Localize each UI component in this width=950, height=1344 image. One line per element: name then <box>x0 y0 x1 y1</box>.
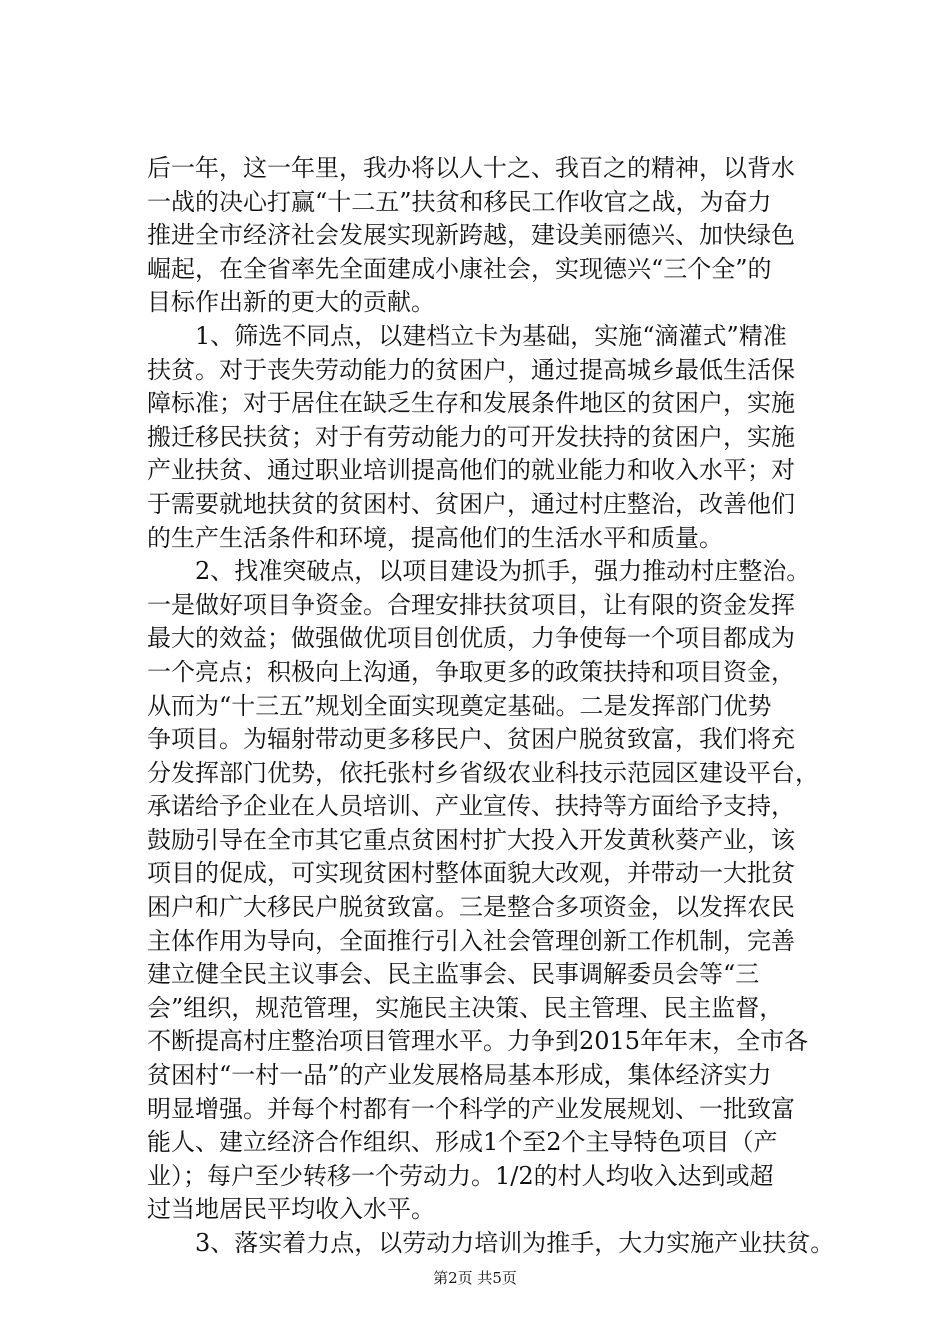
text-line: 过当地居民平均收入水平。 <box>147 1195 435 1224</box>
text-line: 明显增强。并每个村都有一个科学的产业发展规划、一批致富 <box>147 1094 795 1123</box>
text-line: 后一年，这一年里，我办将以人十之、我百之的精神，以背水 <box>147 154 795 182</box>
text-line: 从而为“十三五”规划全面实现奠定基础。二是发挥部门优势 <box>147 691 772 720</box>
text-line: 于需要就地扶贫的贫困村、贫困户，通过村庄整治，改善他们 <box>147 489 795 518</box>
text-line: 业）；每户至少转移一个劳动力。1/2的村人均收入达到或超 <box>147 1161 774 1190</box>
document-body <box>147 152 837 1261</box>
text-line: 最大的效益；做强做优项目创优质，力争使每一个项目都成为 <box>147 624 795 653</box>
text-line: 推进全市经济社会发展实现新跨越，建设美丽德兴、加快绿色 <box>147 221 795 250</box>
text-line: 会”组织，规范管理，实施民主决策、民主管理、民主监督， <box>147 993 784 1022</box>
text-line: 2、找准突破点，以项目建设为抓手，强力推动村庄整治。 <box>147 557 811 586</box>
text-line: 产业扶贫、通过职业培训提高他们的就业能力和收入水平；对 <box>147 456 795 485</box>
text-line: 1、筛选不同点，以建档立卡为基础，实施“滴灌式”精准 <box>147 321 787 350</box>
text-line: 一战的决心打赢“十二五”扶贫和移民工作收官之战，为奋力 <box>147 187 772 216</box>
text-line: 3、落实着力点，以劳动力培训为推手，大力实施产业扶贫。 <box>147 1229 835 1257</box>
text-line: 贫困村“一村一品”的产业发展格局基本形成，集体经济实力 <box>147 1061 772 1090</box>
text-line: 项目的促成，可实现贫困村整体面貌大改观，并带动一大批贫 <box>147 859 795 888</box>
text-line: 困户和广大移民户脱贫致富。三是整合多项资金，以发挥农民 <box>147 893 795 922</box>
text-line: 搬迁移民扶贫；对于有劳动能力的可开发扶持的贫困户，实施 <box>147 422 795 451</box>
text-line: 承诺给予企业在人员培训、产业宣传、扶持等方面给予支持， <box>147 792 795 821</box>
text-line: 建立健全民主议事会、民主监事会、民事调解委员会等“三 <box>147 960 760 989</box>
text-line: 障标准；对于居住在缺乏生存和发展条件地区的贫困户，实施 <box>147 389 795 418</box>
text-line: 不断提高村庄整治项目管理水平。力争到2015年年末，全市各 <box>147 1027 809 1056</box>
text-line: 能人、建立经济合作组织、形成1个至2个主导特色项目（产 <box>147 1128 778 1157</box>
text-line: 争项目。为辐射带动更多移民户、贫困户脱贫致富，我们将充 <box>147 725 795 754</box>
page-footer: 第2页 共5页 <box>433 1269 517 1287</box>
text-line: 主体作用为导向，全面推行引入社会管理创新工作机制，完善 <box>147 926 795 955</box>
text-line: 一个亮点；积极向上沟通，争取更多的政策扶持和项目资金， <box>147 657 795 686</box>
text-line: 分发挥部门优势，依托张村乡省级农业科技示范园区建设平台， <box>147 758 819 787</box>
text-line: 的生产生活条件和环境，提高他们的生活水平和质量。 <box>147 523 723 552</box>
text-line: 鼓励引导在全市其它重点贫困村扩大投入开发黄秋葵产业，该 <box>147 825 795 854</box>
text-line: 目标作出新的更大的贡献。 <box>147 288 435 317</box>
text-line: 一是做好项目争资金。合理安排扶贫项目，让有限的资金发挥 <box>147 590 795 619</box>
text-line: 扶贫。对于丧失劳动能力的贫困户，通过提高城乡最低生活保 <box>147 355 795 384</box>
text-line: 崛起，在全省率先全面建成小康社会，实现德兴“三个全”的 <box>147 254 772 283</box>
